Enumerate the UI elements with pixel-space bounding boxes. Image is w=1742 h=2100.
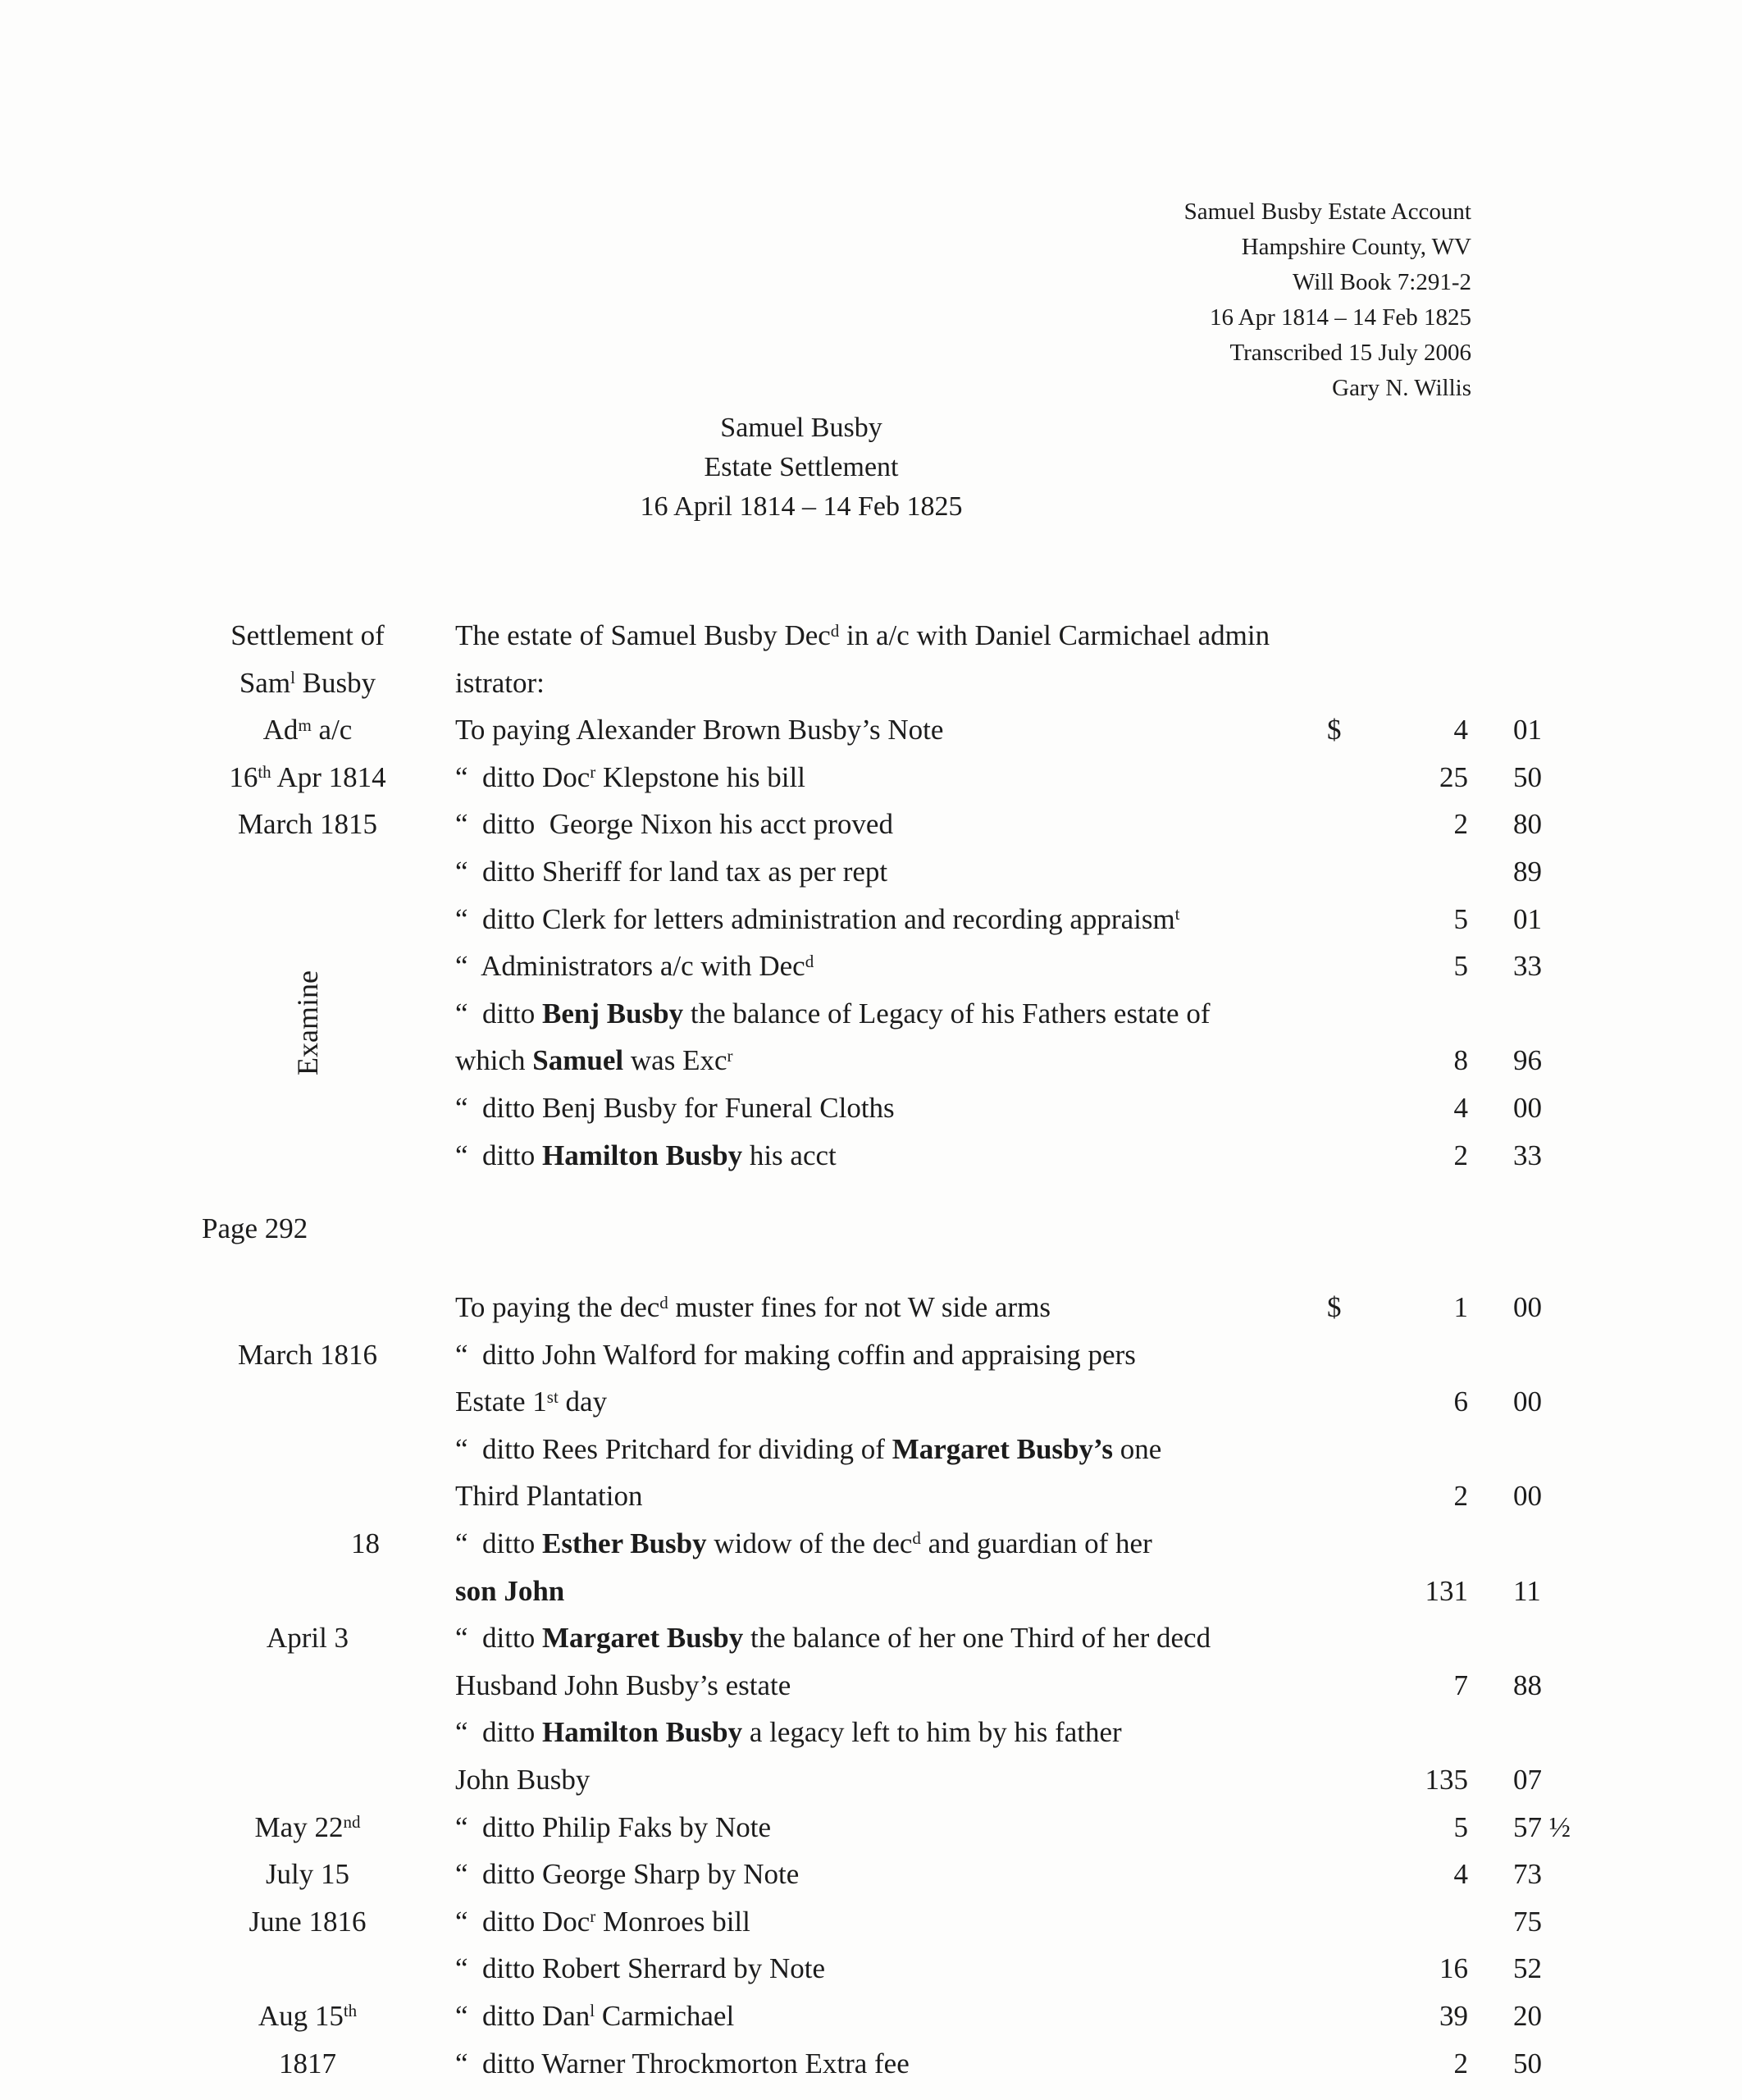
entry-text: To paying Alexander Brown Busby’s Note	[455, 714, 944, 746]
amount-cents: 52	[1513, 1952, 1542, 1985]
entry-text: July 15	[265, 1858, 350, 1891]
header-line: Samuel Busby Estate Account	[1183, 199, 1471, 225]
entry-line	[455, 1284, 1357, 1331]
amount-dollars: 2	[1453, 2047, 1468, 2079]
entry-line	[455, 943, 1357, 990]
amount-dollars: 4	[1453, 1091, 1468, 1124]
dollar-sign: $	[1327, 1291, 1342, 1323]
margin-date	[176, 1898, 439, 1946]
amount-cents: 01	[1513, 902, 1542, 935]
margin-date	[176, 706, 439, 754]
entry-text: “ ditto Philip Faks by Note	[455, 1810, 771, 1843]
entry-line	[455, 1662, 1357, 1710]
superscript-text: th	[343, 2001, 358, 2021]
amount-cents: 89	[1513, 855, 1542, 888]
ledger-row	[0, 990, 1742, 1038]
amount-dollars: 2	[1453, 1139, 1468, 1171]
entry-line	[455, 1378, 1357, 1426]
ledger-row	[0, 706, 1742, 754]
amount-dollars: 1	[1453, 1291, 1468, 1323]
entry-line	[455, 660, 1357, 707]
entry-text: day	[558, 1386, 608, 1418]
entry-line	[455, 848, 1357, 896]
bold-name-text: Esther Busby	[541, 1527, 707, 1559]
amount-cents: 33	[1513, 1139, 1542, 1171]
superscript-text: d	[805, 951, 814, 971]
entry-text: Monroes bill	[595, 1905, 750, 1938]
entry-text: the balance of her one Third of her decd	[743, 1622, 1211, 1655]
entry-text: “ ditto	[455, 1527, 542, 1559]
amount-dollars: 8	[1453, 1044, 1468, 1077]
header-line: Hampshire County, WV	[1241, 234, 1471, 260]
entry-text: March 1815	[237, 808, 378, 841]
superscript-text: r	[727, 1045, 733, 1066]
ledger-row	[0, 1084, 1742, 1132]
amount-dollars: 5	[1453, 1810, 1468, 1843]
entry-text: Third Plantation	[455, 1480, 643, 1513]
entry-text: was Exc	[623, 1044, 727, 1077]
amount-dollars: 135	[1425, 1763, 1468, 1796]
entry-text: Sam	[239, 666, 291, 699]
margin-date	[176, 1851, 439, 1898]
ledger-row	[0, 1520, 1742, 1568]
amount-dollars: 4	[1453, 1858, 1468, 1891]
entry-text: widow of the dec	[706, 1527, 913, 1559]
entry-text: Settlement of	[230, 619, 385, 651]
title-line: 16 April 1814 – 14 Feb 1825	[640, 491, 963, 522]
superscript-text: l	[590, 2001, 595, 2021]
ledger-row	[0, 1756, 1742, 1804]
ledger-row	[0, 1284, 1742, 1331]
header-line: Will Book 7:291-2	[1293, 269, 1471, 295]
margin-date	[176, 801, 439, 848]
amount-cents: 20	[1513, 1999, 1542, 2032]
amount-dollars: 5	[1453, 902, 1468, 935]
ledger-row	[0, 1037, 1742, 1084]
entry-text: The estate of Samuel Busby Dec	[455, 619, 831, 651]
bold-name-text: Hamilton Busby	[541, 1716, 743, 1749]
superscript-text: d	[659, 1292, 668, 1312]
amount-dollars: 16	[1439, 1952, 1468, 1985]
amount-cents: 80	[1513, 808, 1542, 841]
ledger-section-1	[0, 612, 1742, 1179]
amount-cents: 88	[1513, 1669, 1542, 1701]
amount-cents: 00	[1513, 1386, 1542, 1418]
amount-cents: 50	[1513, 2047, 1542, 2079]
entry-line	[455, 1472, 1357, 1520]
superscript-text: t	[1174, 904, 1180, 924]
amount-dollars: 2	[1453, 1480, 1468, 1513]
bold-name-text: Samuel	[532, 1044, 624, 1077]
entry-text: muster fines for not W side arms	[668, 1291, 1051, 1323]
title-line: Samuel Busby	[720, 413, 882, 443]
title-line: Estate Settlement	[704, 452, 899, 482]
entry-text: June 1816	[249, 1905, 367, 1938]
margin-date	[176, 1614, 439, 1662]
entry-line	[455, 1037, 1357, 1084]
entry-text: “ ditto Dan	[455, 1999, 591, 2032]
entry-text: “ ditto Doc	[455, 1905, 591, 1938]
margin-date	[176, 2040, 439, 2088]
amount-dollars: 6	[1453, 1386, 1468, 1418]
superscript-text: r	[590, 762, 596, 783]
amount-dollars: 39	[1439, 1999, 1468, 2032]
entry-line	[455, 1945, 1357, 1993]
ledger-row	[0, 2040, 1742, 2088]
ledger-row	[0, 660, 1742, 707]
ledger-row	[0, 1614, 1742, 1662]
margin-date	[176, 1331, 439, 1379]
entry-text: Apr 1814	[271, 760, 386, 793]
ledger-row	[0, 612, 1742, 660]
ledger-row	[0, 1426, 1742, 1473]
document-title-block	[0, 409, 1603, 527]
entry-line	[455, 1426, 1357, 1473]
bold-name-text: Hamilton Busby	[541, 1139, 743, 1171]
entry-text: “ ditto George Nixon his acct proved	[455, 808, 893, 841]
entry-line	[455, 754, 1357, 801]
entry-text: May 22	[254, 1810, 344, 1843]
entry-text: “ ditto Robert Sherrard by Note	[455, 1952, 826, 1985]
amount-dollars: 7	[1453, 1669, 1468, 1701]
entry-text: Klepstone his bill	[595, 760, 805, 793]
header-line: Transcribed 15 July 2006	[1229, 340, 1471, 366]
bold-name-text: Margaret Busby’s	[892, 1432, 1113, 1465]
bold-name-text: Benj Busby	[541, 997, 684, 1029]
entry-line	[455, 1132, 1357, 1180]
entry-text: “ ditto Doc	[455, 760, 591, 793]
amount-cents: 96	[1513, 1044, 1542, 1077]
entry-text: Busby	[294, 666, 376, 699]
entry-text: “ ditto	[455, 1622, 542, 1655]
ledger-row	[0, 1851, 1742, 1898]
ledger-row	[0, 1898, 1742, 1946]
entry-text: and guardian of her	[920, 1527, 1152, 1559]
entry-text: Ad	[262, 714, 299, 746]
superscript-text: st	[546, 1386, 559, 1407]
ledger-row	[0, 1709, 1742, 1756]
ledger-row	[0, 1568, 1742, 1615]
entry-line	[455, 896, 1357, 943]
entry-text: a legacy left to him by his father	[742, 1716, 1122, 1749]
entry-line	[455, 2040, 1357, 2088]
superscript-text: nd	[343, 1812, 361, 1833]
ledger-section-2	[0, 1284, 1742, 2087]
entry-line	[455, 801, 1357, 848]
entry-text: 18	[351, 1527, 380, 1559]
amount-cents: 01	[1513, 714, 1542, 746]
ledger-row	[0, 1662, 1742, 1710]
entry-text: “ ditto George Sharp by Note	[455, 1858, 800, 1891]
margin-date	[176, 612, 439, 660]
bold-name-text: Margaret Busby	[541, 1622, 744, 1655]
entry-line	[455, 1520, 1357, 1568]
ledger-row	[0, 943, 1742, 990]
ledger-row	[0, 848, 1742, 896]
amount-dollars: 131	[1425, 1574, 1468, 1607]
ledger-row	[0, 1378, 1742, 1426]
superscript-text: d	[830, 620, 840, 641]
entry-line	[455, 990, 1357, 1038]
entry-text: John Busby	[455, 1763, 591, 1796]
ledger-row	[0, 1945, 1742, 1993]
entry-line	[455, 1568, 1357, 1615]
entry-line	[455, 1804, 1357, 1851]
amount-cents: 07	[1513, 1763, 1542, 1796]
amount-cents: 00	[1513, 1291, 1542, 1323]
entry-text: the balance of Legacy of his Fathers estate of	[683, 997, 1211, 1029]
amount-cents: 00	[1513, 1091, 1542, 1124]
entry-text: one	[1112, 1432, 1162, 1465]
amount-dollars: 25	[1439, 760, 1468, 793]
entry-text: “ ditto Warner Throckmorton Extra fee	[455, 2047, 910, 2079]
dollar-sign: $	[1327, 714, 1342, 746]
ledger-row	[0, 896, 1742, 943]
ledger-row	[0, 1993, 1742, 2040]
superscript-text: d	[912, 1528, 921, 1549]
entry-line	[455, 1898, 1357, 1946]
entry-text: in a/c with Daniel Carmichael admin	[839, 619, 1270, 651]
entry-text: his acct	[742, 1139, 837, 1171]
margin-date	[176, 754, 439, 801]
entry-text: “ ditto Benj Busby for Funeral Cloths	[455, 1091, 895, 1124]
document-header-block	[1184, 194, 1471, 406]
entry-line	[455, 1709, 1357, 1756]
superscript-text: m	[298, 714, 312, 735]
amount-cents: 11	[1513, 1574, 1541, 1607]
entry-text: “ ditto	[455, 997, 542, 1029]
entry-text: “ ditto	[455, 1139, 542, 1171]
page-marker: Page 292	[202, 1212, 308, 1244]
ledger-row	[0, 1472, 1742, 1520]
entry-text: To paying the dec	[455, 1291, 660, 1323]
margin-date	[176, 1804, 439, 1851]
entry-line	[455, 612, 1357, 660]
amount-cents: 57 ½	[1513, 1810, 1571, 1843]
entry-text: Carmichael	[595, 1999, 735, 2032]
ledger-row	[0, 1132, 1742, 1180]
superscript-text: th	[258, 762, 271, 783]
entry-text: which	[455, 1044, 533, 1077]
entry-text: 16	[229, 760, 258, 793]
superscript-text: r	[590, 1906, 596, 1927]
entry-text: “ ditto John Walford for making coffin and appraising pers	[455, 1338, 1136, 1371]
entry-line	[455, 1331, 1357, 1379]
entry-text: istrator:	[455, 666, 545, 699]
entry-text: “ ditto	[455, 1716, 542, 1749]
entry-text: April 3	[266, 1622, 349, 1655]
amount-dollars: 4	[1453, 714, 1468, 746]
entry-text: “ ditto Rees Pritchard for dividing of	[455, 1432, 892, 1465]
entry-line	[455, 1756, 1357, 1804]
amount-cents: 50	[1513, 760, 1542, 793]
entry-line	[455, 706, 1357, 754]
entry-line	[455, 1851, 1357, 1898]
entry-text: a/c	[311, 714, 353, 746]
bold-name-text: son John	[455, 1574, 565, 1607]
superscript-text: l	[290, 668, 295, 688]
header-line: Gary N. Willis	[1332, 375, 1471, 401]
amount-cents: 33	[1513, 950, 1542, 983]
margin-date	[176, 1520, 439, 1568]
amount-dollars: 2	[1453, 808, 1468, 841]
amount-cents: 75	[1513, 1905, 1542, 1938]
entry-text: Estate 1	[455, 1386, 547, 1418]
entry-line	[455, 1614, 1357, 1662]
amount-cents: 73	[1513, 1858, 1542, 1891]
margin-date	[176, 1993, 439, 2040]
entry-text: March 1816	[237, 1338, 378, 1371]
ledger-row	[0, 754, 1742, 801]
entry-text: “ ditto Sheriff for land tax as per rept	[455, 855, 888, 888]
entry-line	[455, 1084, 1357, 1132]
ledger-row	[0, 1804, 1742, 1851]
entry-text: Aug 15	[258, 1999, 344, 2032]
amount-cents: 00	[1513, 1480, 1542, 1513]
examine-side-note: Examine	[291, 970, 324, 1075]
amount-dollars: 5	[1453, 950, 1468, 983]
header-line: 16 Apr 1814 – 14 Feb 1825	[1210, 304, 1471, 331]
entry-text: “ ditto Clerk for letters administration and recording appraism	[455, 902, 1175, 935]
entry-text: “ Administrators a/c with Dec	[455, 950, 805, 983]
entry-text: Husband John Busby’s estate	[455, 1669, 791, 1701]
entry-text: 1817	[279, 2047, 336, 2079]
ledger-row	[0, 1331, 1742, 1379]
margin-date	[176, 660, 439, 707]
ledger-row	[0, 801, 1742, 848]
entry-line	[455, 1993, 1357, 2040]
